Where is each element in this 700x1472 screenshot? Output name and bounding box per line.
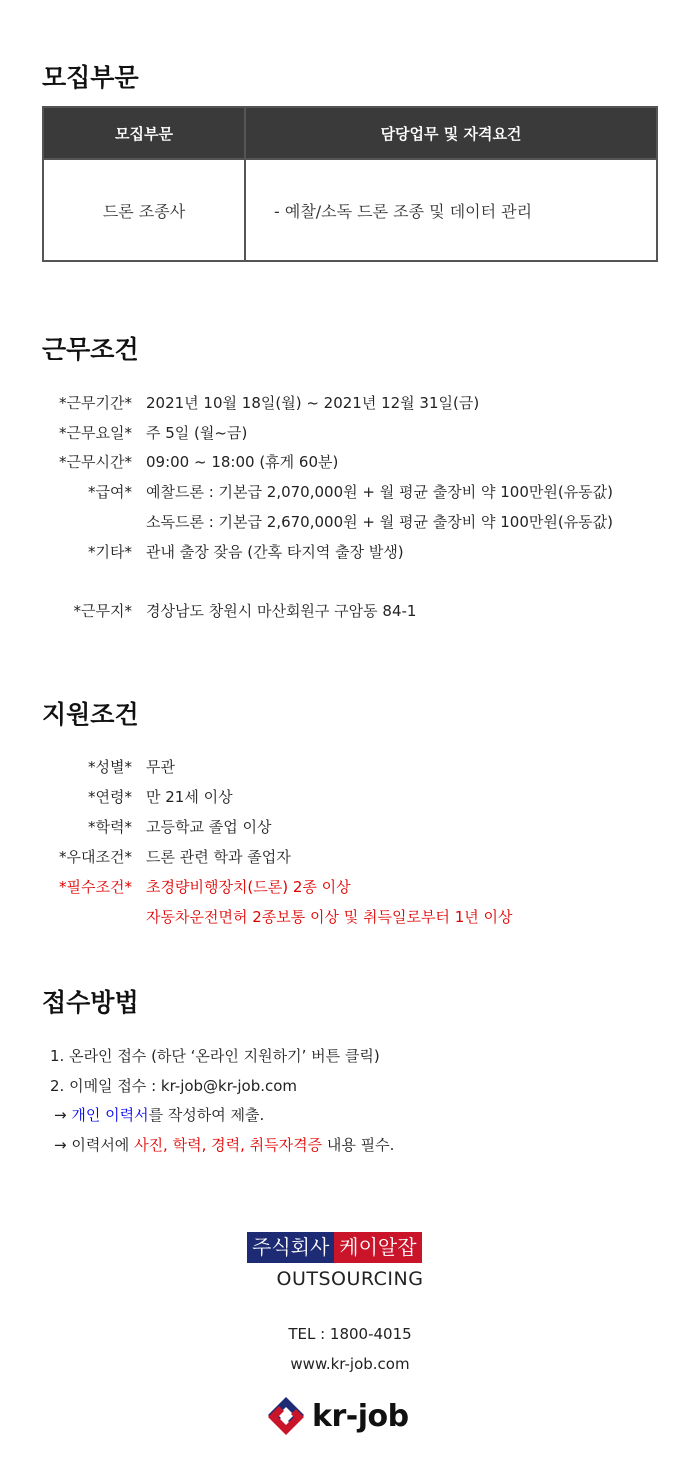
recruit-table (42, 106, 658, 262)
item-value: 주 5일 (월~금) (146, 424, 248, 442)
work-section-title: 근무조건 (42, 335, 139, 364)
table-row (43, 159, 657, 261)
item-value: 만 21세 이상 (146, 788, 233, 806)
table-cell-position: 드론 조종사 (43, 159, 245, 261)
brand-text: kr-job (312, 1398, 409, 1434)
item-key: *성별* (88, 758, 132, 776)
item-value: 관내 출장 잦음 (간혹 타지역 출장 발생) (146, 543, 404, 561)
item-key: *학력* (88, 818, 132, 836)
arrow-text: → (54, 1106, 72, 1124)
apply-cond-section-title: 지원조건 (42, 700, 139, 729)
item-key: *필수조건* (59, 878, 132, 896)
method-online: 1. 온라인 접수 (하단 ‘온라인 지원하기’ 버튼 클릭) (50, 1047, 380, 1065)
item-value: 09:00 ~ 18:00 (휴게 60분) (146, 453, 339, 471)
table-header-cell: 모집부문 (43, 107, 245, 159)
item-key: *급여* (88, 483, 132, 501)
logo-right-text: 케이알잡 (334, 1232, 421, 1263)
item-value: 드론 관련 학과 졸업자 (146, 848, 291, 866)
item-value: 소독드론 : 기본급 2,670,000원 + 월 평균 출장비 약 100만원(유동값) (146, 513, 614, 531)
brand-diamond-icon (264, 1394, 308, 1438)
table-header-row (43, 107, 657, 159)
resume-link[interactable]: 개인 이력서 (71, 1106, 149, 1124)
item-key: *근무요일* (59, 424, 132, 442)
table-cell-duty: - 예찰/소독 드론 조종 및 데이터 관리 (245, 159, 657, 261)
table-header-cell: 담당업무 및 자격요건 (245, 107, 657, 159)
item-key: *기타* (88, 543, 132, 561)
item-value: 초경량비행장치(드론) 2종 이상 (146, 878, 351, 896)
company-logo (247, 1232, 422, 1263)
note-prefix: → 이력서에 (54, 1136, 135, 1154)
item-value: 무관 (146, 758, 175, 776)
item-value: 예찰드론 : 기본급 2,070,000원 + 월 평균 출장비 약 100만원(유동값) (146, 483, 614, 501)
item-key: *연령* (88, 788, 132, 806)
method-required-note (54, 1134, 394, 1155)
contact-tel: TEL : 1800-4015 (288, 1325, 412, 1343)
contact-web[interactable]: www.kr-job.com (290, 1355, 410, 1373)
item-value: 2021년 10월 18일(월) ~ 2021년 12월 31일(금) (146, 394, 480, 412)
method-resume-note (54, 1104, 264, 1125)
note-suffix: 내용 필수. (322, 1136, 395, 1154)
brand-logo (264, 1394, 409, 1438)
item-key: *근무지* (73, 602, 132, 620)
item-value: 경상남도 창원시 마산회원구 구암동 84-1 (146, 602, 417, 620)
item-value: 고등학교 졸업 이상 (146, 818, 272, 836)
method-email: 2. 이메일 접수 : kr-job@kr-job.com (50, 1077, 298, 1095)
item-value: 자동차운전면허 2종보통 이상 및 취득일로부터 1년 이상 (146, 908, 513, 926)
note-suffix: 를 작성하여 제출. (148, 1106, 265, 1124)
method-section-title: 접수방법 (42, 988, 139, 1017)
logo-tagline: OUTSOURCING (276, 1268, 424, 1290)
item-key: *근무시간* (59, 453, 132, 471)
item-key: *우대조건* (59, 848, 132, 866)
recruit-section-title: 모집부문 (42, 63, 139, 92)
logo-left-text: 주식회사 (247, 1232, 334, 1263)
required-items-highlight: 사진, 학력, 경력, 취득자격증 (134, 1136, 323, 1154)
item-key: *근무기간* (59, 394, 132, 412)
